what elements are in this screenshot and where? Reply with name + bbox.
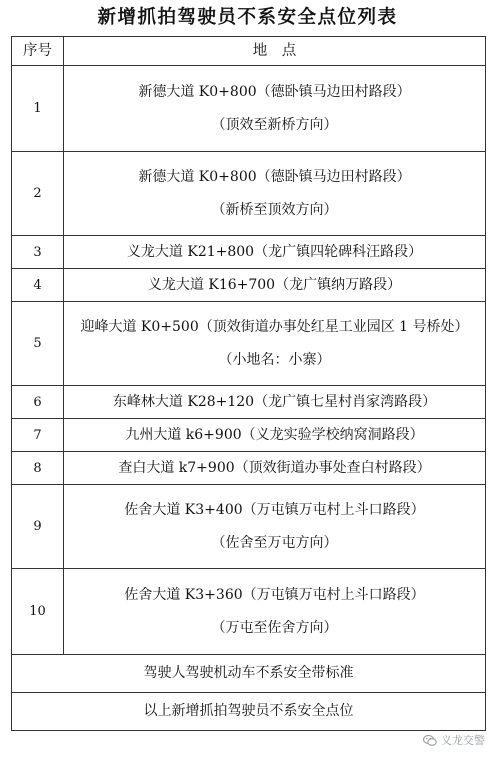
location-line: 新德大道 K0+800（德卧镇马边田村路段） [138,83,411,100]
row-number: 6 [12,386,64,419]
location-line: 义龙大道 K21+800（龙广镇四轮碑科汪路段） [126,243,423,260]
location-direction: （小地名：小寨） [218,351,331,368]
header-seq: 序号 [12,37,64,66]
table-row [12,419,486,452]
row-location [64,485,486,569]
row-location [64,269,486,302]
page-title: 新增抓拍驾驶员不系安全点位列表 [97,7,398,28]
table-footer-row [12,655,486,693]
row-number: 3 [12,236,64,269]
location-line: 迎峰大道 K0+500（顶效街道办事处红星工业园区 1 号桥处） [80,318,469,335]
table-row [12,302,486,386]
location-direction: （新桥至顶效方向） [211,201,338,218]
row-number: 10 [12,569,64,655]
location-line: 东峰林大道 K28+120（龙广镇七星村肖家湾路段） [112,393,437,410]
location-line: 义龙大道 K16+700（龙广镇纳万路段） [147,276,402,293]
table-row [12,236,486,269]
row-number: 8 [12,452,64,485]
location-line: 佐舍大道 K3+400（万屯镇万屯村上斗口路段） [124,501,425,518]
row-location [64,66,486,152]
table-row [12,569,486,655]
row-number: 9 [12,485,64,569]
row-number: 5 [12,302,64,386]
row-number: 7 [12,419,64,452]
location-direction: （万屯至佐舍方向） [211,619,338,636]
location-direction: （佐舍至万屯方向） [211,534,338,551]
table-row [12,152,486,236]
standard-note: 驾驶人驾驶机动车不系安全带标准 [12,655,486,693]
row-location [64,419,486,452]
table-header-row [12,37,486,66]
location-direction: （顶效至新桥方向） [211,116,338,133]
wechat-icon [423,735,437,746]
watermark-text: 义龙交警 [441,734,485,747]
table-row [12,452,486,485]
table-footer-row [12,693,486,731]
row-location [64,452,486,485]
table-row [12,269,486,302]
location-line: 新德大道 K0+800（德卧镇马边田村路段） [138,168,411,185]
row-location [64,236,486,269]
row-location [64,386,486,419]
location-line: 九州大道 k6+900（义龙实验学校纳窝洞路段） [125,426,424,443]
table-row [12,485,486,569]
row-location [64,569,486,655]
row-number: 1 [12,66,64,152]
location-line: 佐舍大道 K3+360（万屯镇万屯村上斗口路段） [124,586,425,603]
watermark [423,732,485,748]
table-row [12,66,486,152]
row-number: 2 [12,152,64,236]
summary-note: 以上新增抓拍驾驶员不系安全点位 [12,693,486,731]
row-number: 4 [12,269,64,302]
header-location: 地 点 [64,37,486,66]
location-table [11,36,486,731]
row-location [64,302,486,386]
location-line: 查白大道 k7+900（顶效街道办事处查白村路段） [118,459,431,476]
row-location [64,152,486,236]
table-row [12,386,486,419]
